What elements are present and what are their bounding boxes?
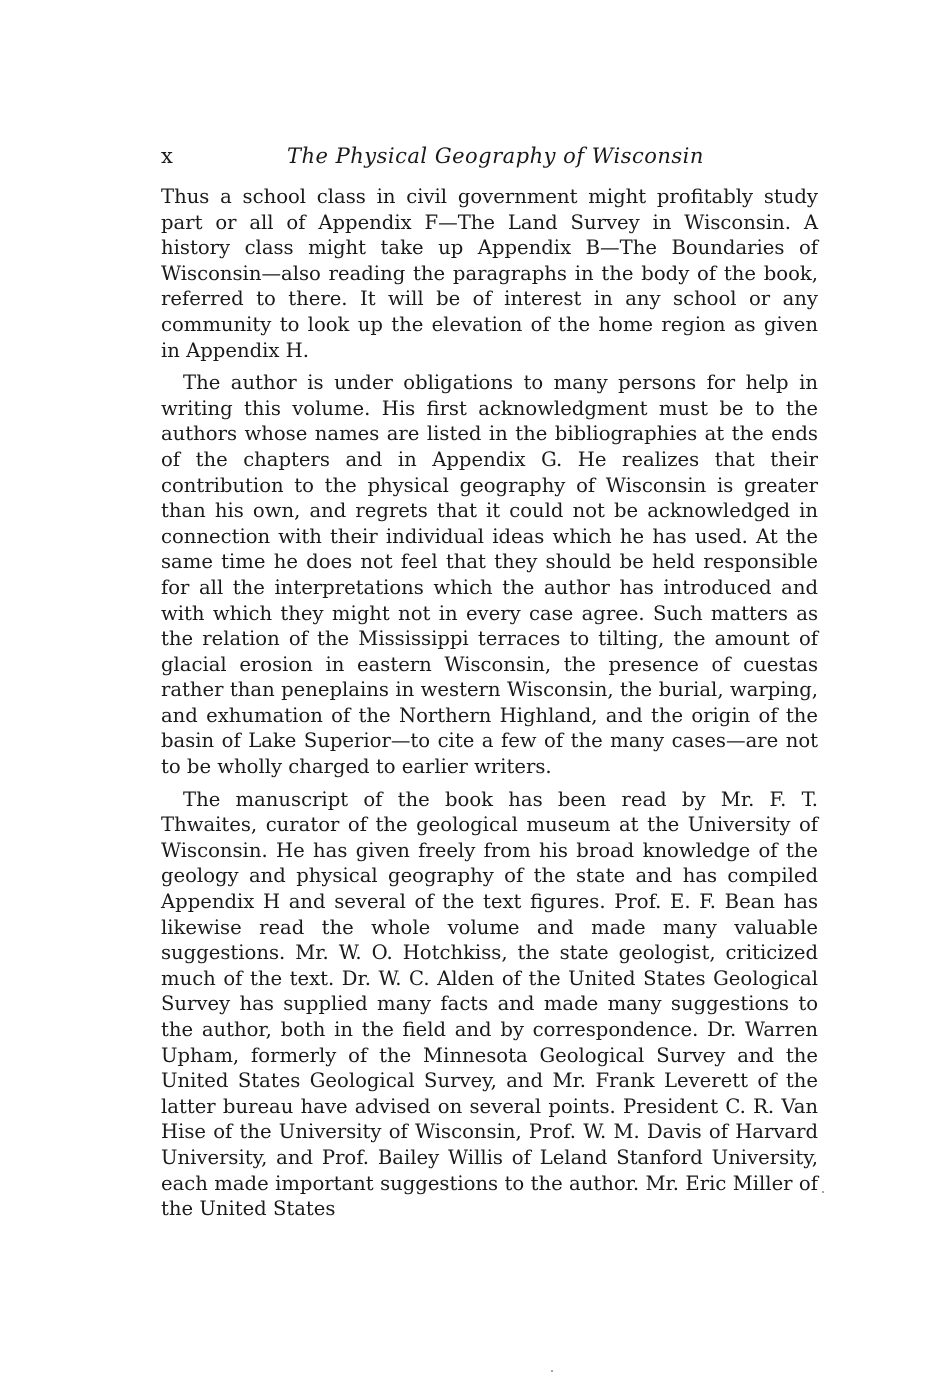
paragraph-manuscript-readers: The manuscript of the book has been read by Mr. F. T. Thwaites, curator of the geological museum at the University of Wisconsin. He has given freely from his broad knowledge of the geology and physical geography of the state and has compiled Appendix H and several of the text figures. Prof. E. F. Bean has likewise read the whole volume and made many valuable suggestions. Mr. W. O. Hotchkiss, the state geologist, criticized much of the text. Dr. W. C. Alden of the United States Geological Survey has supplied many facts and made many suggestions to the author, both in the field and by correspondence. Dr. Warren Upham, formerly of the Minnesota Geological Survey and the United States Geological Survey, and Mr. Frank Leverett of the latter bureau have advised on several points. President C. R. Van Hise of the University of Wisconsin, Prof. W. M. Davis of Harvard University, and Prof. Bailey Willis of Leland Stanford University, each made important suggestions to the author. Mr. Eric Miller of the United States — [161, 787, 818, 1221]
paragraph-acknowledgments: The author is under obligations to many persons for help in writing this volume. His first acknowledgment must be to the authors whose names are listed in the bibliographies at the ends of the chapters and in Appendix G. He realizes that their contribution to the physical geography of Wisconsin is greater than his own, and regrets that it could not be acknowledged in connection with their individual ideas which he has used. At the same time he does not feel that they should be held responsible for all the interpretations which the author has introduced and with which they might not in every case agree. Such matters as the relation of the Mississippi terraces to tilting, the amount of glacial erosion in eastern Wisconsin, the presence of cuestas rather than peneplains in western Wisconsin, the burial, warping, and exhumation of the Northern Highland, and the origin of the basin of Lake Superior—to cite a few of the many cases—are not to be wholly charged to earlier writers. — [161, 371, 818, 779]
page-speck — [822, 1191, 824, 1193]
page-speck — [551, 1370, 553, 1372]
running-head — [161, 140, 818, 174]
running-title: The Physical Geography of Wisconsin — [287, 144, 704, 168]
page-content — [161, 140, 818, 1229]
paragraph-appendix-uses: Thus a school class in civil government might profitably study part or all of Appendix F—The Land Survey in Wisconsin. A history class might take up Appendix B—The Boundaries of Wisconsin—also reading the paragraphs in the body of the book, referred to there. It will be of interest in any school or any community to look up the elevation of the home region as given in Appendix H. — [161, 185, 818, 362]
page-number: x — [161, 144, 174, 168]
